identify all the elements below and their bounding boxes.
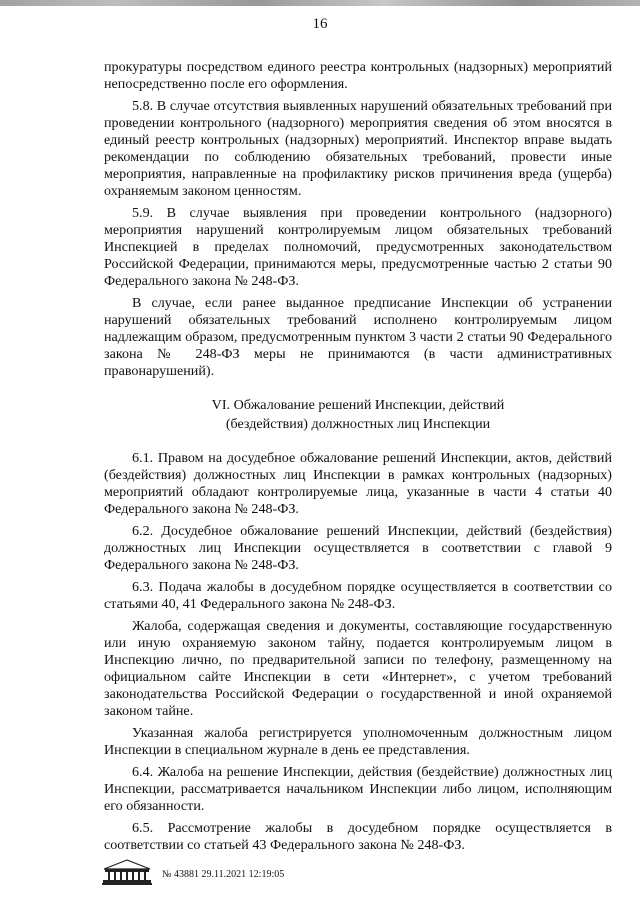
section-heading-line1: VI. Обжалование решений Инспекции, действий	[211, 397, 505, 413]
paragraph-6-4: 6.4. Жалоба на решение Инспекции, действия (бездействие) должностных лиц Инспекции, рассматривается начальником Инспекции либо лицом, исполняющим его обязанности.	[104, 764, 612, 814]
document-body	[104, 59, 612, 859]
footer	[100, 858, 400, 888]
paragraph-6-1: 6.1. Правом на досудебное обжалование решений Инспекции, актов, действий (бездействия) должностных лиц Инспекции в рамках контрольных (надзорных) мероприятий обладают контролируемые лица, указанные в части 4 статьи 40 Федерального закона № 248-ФЗ.	[104, 450, 612, 517]
paragraph-complaint: Жалоба, содержащая сведения и документы, составляющие государственную или иную охраняемую законом тайну, подается контролируемым лицом в Инспекцию лично, по предварительной записи по телефону, размещенному на официальном сайте Инспекции в сети «Интернет», с учетом требований законодательства Российской Федерации о государственной и иной охраняемой законом тайне.	[104, 618, 612, 719]
section-heading-line2: (бездействия) должностных лиц Инспекции	[225, 416, 491, 432]
registration-stamp: № 43881 29.11.2021 12:19:05	[162, 869, 285, 880]
paragraph-5-9-cont: В случае, если ранее выданное предписание Инспекции об устранении нарушений обязательных требований исполнено контролируемым лицом надлежащим образом, предусмотренным пунктом 3 части 2 статьи 90 Федерального закона № 248-ФЗ меры не принимаются (в части административных правонарушений).	[104, 295, 612, 379]
paragraph: прокуратуры посредством единого реестра контрольных (надзорных) мероприятий непосредственно после его оформления.	[104, 59, 612, 92]
paragraph-6-3: 6.3. Подача жалобы в досудебном порядке осуществляется в соответствии со статьями 40, 41 Федерального закона № 248-ФЗ.	[104, 579, 612, 612]
section-heading	[104, 396, 612, 434]
paragraph-5-9: 5.9. В случае выявления при проведении контрольного (надзорного) мероприятия нарушений контролируемым лицом обязательных требований Инспекцией в пределах полномочий, предусмотренных законодательством Российской Федерации, принимаются меры, предусмотренные частью 2 статьи 90 Федерального закона № 248-ФЗ.	[104, 205, 612, 289]
paragraph-5-8: 5.8. В случае отсутствия выявленных нарушений обязательных требований при проведении контрольного (надзорного) мероприятия сведения об этом вносятся в единый реестр контрольных (надзорных) мероприятий. Инспектор вправе выдать рекомендации по соблюдению обязательных требований, провести иные мероприятия, направленные на профилактику рисков причинения вреда (ущерба) охраняемым законом ценностям.	[104, 98, 612, 199]
paragraph-6-2: 6.2. Досудебное обжалование решений Инспекции, действий (бездействия) должностных лиц Инспекции осуществляется в соответствии с главой 9 Федерального закона № 248-ФЗ.	[104, 523, 612, 573]
paragraph-6-5: 6.5. Рассмотрение жалобы в досудебном порядке осуществляется в соответствии со статьей 43 Федерального закона № 248-ФЗ.	[104, 820, 612, 853]
building-seal-icon	[100, 858, 154, 886]
paragraph-registration: Указанная жалоба регистрируется уполномоченным должностным лицом Инспекции в специальном журнале в день ее представления.	[104, 725, 612, 758]
scan-edge	[0, 0, 640, 6]
page-number: 16	[312, 16, 328, 32]
